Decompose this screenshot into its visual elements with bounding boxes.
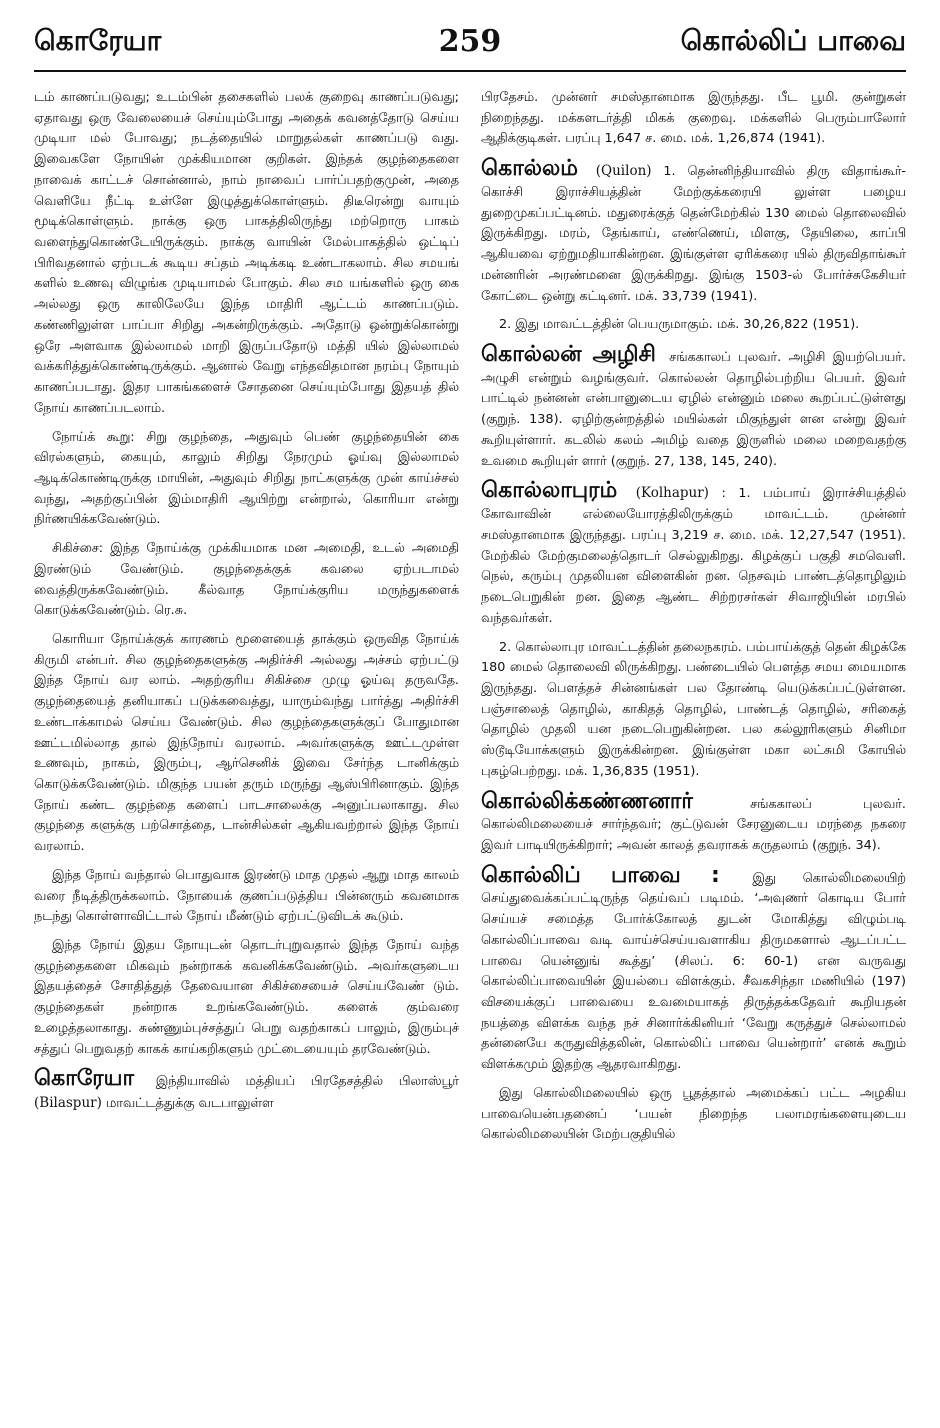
paragraph: சிகிச்சை: இந்த நோய்க்கு முக்கியமாக மன அமைதி, உடல் அமைதி இரண்டும் வேண்டும். குழந்தைக்குக் கவலை ஏற்படாமல் வைத்திருக்கவேண்டும். கீல்வாத நோய்க்குரிய மருந்துகளைக் கொடுக்கவேண்டும். ரெ.சு. bbox=[34, 541, 459, 619]
entry-kolli-paavai bbox=[481, 862, 906, 1076]
entry-text: சங்ககாலப் புலவர். கொல்லிமலையைச் சார்ந்தவர்; குட்டுவன் சேரனுடைய மரந்தை நகரை இவர் பாடியிருக்கிறார்; அவன் காலத் தவராகக் கருதலாம் (குறுந். 34). bbox=[481, 796, 906, 853]
paragraph: இந்த நோய் இதய நோயுடன் தொடர்புறுவதால் இந்த நோய் வந்த குழந்தைகளை மிகவும் நன்றாகக் கவனிக்கவேண்டும். அவர்களுடைய இதயத்தைச் சோதித்துத் தேவையான சிகிச்சையைச் செய்யவேண் டும். குழந்தைகள் நன்றாக உறங்கவேண்டும். களைக் கும்வரை உழைத்தலாகாது. சுண்ணும்புச்சத்துப் பெறு வதற்காகப் பாலும், இரும்புச் சத்துப் பெறுவதற் காகக் காய்கறிகளும் முட்டையையும் தரவேண்டும். bbox=[34, 938, 459, 1057]
entry-text: 1. தென்னிந்தியாவில் திரு விதாங்கூர்-கொச்சி இராச்சியத்தின் மேற்குக்கரையி லுள்ள பழைய துறைமுகப்பட்டினம். மதுரைக்குத் தென்மேற்கில் 130 மைல் தொலைவில் இருக்கிறது. மரம், தேங்காய், எண்ணெய், மிளகு, தேயிலை, காப்பி ஆகியவை ஏற்றுமதியாகின்றன. இங்குள்ள ஏரிக்கரை யில் திருவிதாங்கூர் மன்னரின் அரண்மனை இருக்கிறது. இங்கு 1503-ல் போர்ச்சுகேசியர் கோட்டை ஒன்று கட்டினர். மக். 33,739 (1941). bbox=[481, 164, 906, 304]
paragraph: இந்த நோய் வந்தால் பொதுவாக இரண்டு மாத முதல் ஆறு மாத காலம் வரை நீடித்திருக்கலாம். நோயைக் குணப்படுத்திய பின்னரும் கவனமாக நடந்து கொள்ளாவிட்டால் நோய் மீண்டும் ஏற்பட்டுவிடக் கூடும். bbox=[34, 867, 459, 925]
entry-headword: கொல்லன் அழிசி bbox=[481, 342, 656, 368]
entry-text: சங்ககாலப் புலவர். அழிசி இயற்பெயர். அழுசி என்றும் வழங்குவர். கொல்லன் தொழில்பற்றிய பெயர். இவர் பாட்டில் நன்னன் என்பானுடைய ஏழில் என்னும் மலை கூறப்பட்டுள்ளது (குறுந். 138). ஏழிற்குன்றத்தில் மயில்கள் மிகுந்துள் ளன என்று இவர் கூறியுள்ளார். கடலில் கலம் அமிழ் வதை இருளில் மலை மறைவதற்கு உவமை கூறியுள் ளார் (குறுந். 27, 138, 145, 240). bbox=[481, 350, 906, 469]
paragraph: கொரியா நோய்க்குக் காரணம் மூளையைத் தாக்கும் ஒருவித நோய்க் கிருமி என்பர். சில குழந்தைகளுக்கு அதிர்ச்சி அல்லது அச்சம் ஏற்பட்டு இந்த நோய் வர லாம். அதற்குரிய சிகிச்சை முழு ஓய்வு தருவதே. குழந்தையைத் தனியாகப் படுக்கவைத்து, யாரும்வந்து பார்த்து அதிர்ச்சி உண்டாக்காமல் செய்ய வேண்டும். சில குழந்தைகளுக்குப் போதுமான ஊட்டமில்லாத தால் இந்நோய் வரலாம். அவர்களுக்கு ஊட்டமுள்ள உணவும், நாகம், இரும்பு, ஆர்செனிக் இவை சேர்ந்த டானிக்கும் கொடுக்கவேண்டும். மிகுந்த பயன் தரும் மருந்து ஆஸ்பிரினாகும். இந்த நோய் கண்ட குழந்தை களைப் பாடசாலைக்கு அனுப்பலாகாது. சில குழந்தை களுக்கு பற்சொத்தை, டான்சில்கள் ஆகியவற்றால் இந்த நோய் வரலாம். bbox=[34, 631, 459, 855]
entry-text: இந்தியாவில் மத்தியப் பிரதேசத்தில் பிலாஸ்பூர் bbox=[155, 1074, 459, 1090]
entry-text: : 1. பம்பாய் இராச்சியத்தில் கோவாவின் எல்லையோரத்திலிருக்கும் மாவட்டம். முன்னர் சமஸ்தானமாக இருந்தது. பரப்பு 3,219 ச. மை. மக். 12,27,547 (1951). மேற்கில் மேற்குமலைத்தொடர் செல்லுகிறது. கிழக்குப் பகுதி சமவெளி. நெல், கரும்பு முதலியன விளைகின் றன. நெசவும் பாண்டத்தொழிலும் நடைபெறுகின் றன. இதை ஆண்ட சிற்றரசர்கள் சிவாஜியின் மரபில் வந்தவர்கள். bbox=[481, 486, 906, 626]
entry-headword: கொல்லிப் பாவை : bbox=[481, 862, 720, 888]
paragraph: நோய்க் கூறு: சிறு குழந்தை, அதுவும் பெண் குழந்தையின் கை விரல்களும், கையும், காலும் சிறிது நேரமும் ஓய்வு இல்லாமல் ஆடிக்கொண்டிருக்கு மாயின், அதுவும் சிறிது நாட்களுக்கு முன் காய்ச்சல் வந்து, அதற்குப்பின் இம்மாதிரி ஆயிற்று என்றால், கொரியா என்று நிர்ணயிக்கவேண்டும். bbox=[34, 429, 459, 528]
left-column bbox=[34, 88, 459, 1123]
paragraph: 2. இது மாவட்டத்தின் பெயருமாகும். மக். 30,26,822 (1951). bbox=[499, 317, 860, 333]
entry-kollikannanar bbox=[481, 788, 906, 857]
entry-headword: கொல்லிக்கண்ணனார் bbox=[481, 788, 693, 814]
page-header bbox=[34, 24, 906, 72]
right-column bbox=[481, 88, 906, 1154]
paragraph: பிரதேசம். முன்னர் சமஸ்தானமாக இருந்தது. பீட பூமி. குன்றுகள் நிறைந்தது. மக்களடர்த்தி மிகக் குறைவு. மக்களில் பெரும்பாலோர் ஆதிக்குடிகள். பரப்பு 1,647 ச. மை. மக். 1,26,874 (1941). bbox=[481, 90, 906, 147]
entry-headword: கொரேயா bbox=[34, 1066, 135, 1092]
entry-latin-name: (Kolhapur) bbox=[635, 485, 709, 502]
header-left-word: கொரேயா bbox=[34, 24, 162, 57]
entry-latin-name: (Quilon) bbox=[595, 163, 652, 180]
entry-kolhapur bbox=[481, 480, 906, 629]
paragraph: இது கொல்லிமலையில் ஒரு பூதத்தால் அமைக்கப் பட்ட அழகிய பாவையென்பதனைப் ‘பயன் நிறைந்த பலாமரங்களையுடைய கொல்லிமலையின் மேற்பகுதியில் bbox=[481, 1085, 906, 1143]
entry-latin-name: (Bilaspur) bbox=[34, 1095, 102, 1112]
entry-kollam bbox=[481, 158, 906, 307]
entry-text: மாவட்டத்துக்கு வடபாலுள்ள bbox=[105, 1096, 274, 1112]
entry-headword: கொல்லம் bbox=[481, 156, 578, 182]
header-right-word: கொல்லிப் பாவை bbox=[680, 24, 906, 57]
page-number: 259 bbox=[438, 24, 502, 59]
entry-headword: கொல்லாபுரம் bbox=[481, 478, 618, 504]
text-columns bbox=[34, 88, 906, 1408]
entry-kollan-azhisi bbox=[481, 344, 906, 472]
entry-text: இது கொல்லிமலையிற் செய்துவைக்கப்பட்டிருந்த தெய்வப் படிமம். ‘அவுணர் கொடிய போர் செய்யச் சமைத்த போர்க்கோலத் துடன் மோகித்து விழும்படி கொல்லிப்பாவை வடி வாய்ச்செய்யவளாகிய திருமகளால் ஆடப்பட்ட பாவை யென்னுங் கூத்து’ (சிலப். 6: 60-1) என வருவது கொல்லிப்பாவையின் இயல்பை விளக்கும். சீவகசிந்தா மணியில் (197) விசயைக்குப் பாவையை உவமையாகத் திருத்தக்கதேவர் கூறியதன் நயத்தை விளக்க வந்த நச் சினார்க்கினியர் ‘வேறு கருத்துச் செல்லாமல் தன்னையே கருதுவித்தலின், கொல்லிப் பாவை யென்றார்’ எனக் கூறும் விளக்கமும் இதற்கு ஆதரவாகிறது. bbox=[481, 870, 906, 1073]
entry-koreya bbox=[34, 1068, 459, 1115]
paragraph: டம் காணப்படுவது; உடம்பின் தசைகளில் பலக் குறைவு காணப்படுவது; ஏதாவது ஒரு வேலையைச் செய்யும்போது அதைக் கவனத்தோடு செய்ய முடியா மல் போவது; நடத்தையில் மாறுதல்கள் காணப்படு வது. இவைகளே நோயின் முக்கியமான குறிகள். இந்தக் குழந்தைகளை நாவைக் காட்டச் சொன்னால், நாம் நாவைப் பார்ப்பதற்குமுன், அதை வெளியே நீட்டி உள்ளே இழுத்துக்கொள்ளும். திடீரென்று வாயும் மூடிக்கொள்ளும். நாக்கு ஒரு பாகத்திலிருந்து மற்றொரு பாகம் வளைந்துகொண்டேயிருக்கும். நாக்கு வாயின் மேல்பாகத்தில் ஒட்டிப் பிரிவதனால் ஏற்படக் கூடிய சப்தம் அடிக்கடி உண்டாகலாம். சில சமயங் களில் உணவு விழுங்க முடியாமல் போகும். சில சம யங்களில் ஒரு கை அல்லது ஒரு காலிலேயே இந்த மாதிரி ஆட்டம் காணப்படும். கண்ணிலுள்ள பாப்பா சிறிது அகன்றிருக்கும். அதோடு ஒன்றுக்கொன்று ஒரே அளவாக இல்லாமல் மாறி இருப்பதோடு மத்தி யில் இல்லாமல் வக்கரித்துக்கொண்டிருக்கும். ஆனால் வேறு எந்தவிதமான நரம்பு நோயும் காணப்படாது. இதர பாகங்களைச் சோதனை செய்யும்போது இதயத் தில் நோய் காணப்படலாம். bbox=[34, 90, 459, 416]
paragraph: 2. கொல்லாபுர மாவட்டத்தின் தலைநகரம். பம்பாய்க்குத் தென் கிழக்கே 180 மைல் தொலைவி லிருக்கிறது. பண்டையில் பௌத்த சமய மையமாக இருந்தது. பௌத்தச் சின்னங்கள் பல தோண்டி யெடுக்கப்பட்டுள்ளன. பஞ்சாலைத் தொழில், காகிதத் தொழில், பாண்டத் தொழில், சரிகைத் தொழில் முதலி யன நடைபெறுகின்றன. பல கல்லூரிகளும் சினிமா ஸ்டூடியோக்களும் இருக்கின்றன. இங்குள்ள மகா லட்சுமி கோயில் புகழ்பெற்றது. மக். 1,36,835 (1951). bbox=[481, 639, 906, 779]
